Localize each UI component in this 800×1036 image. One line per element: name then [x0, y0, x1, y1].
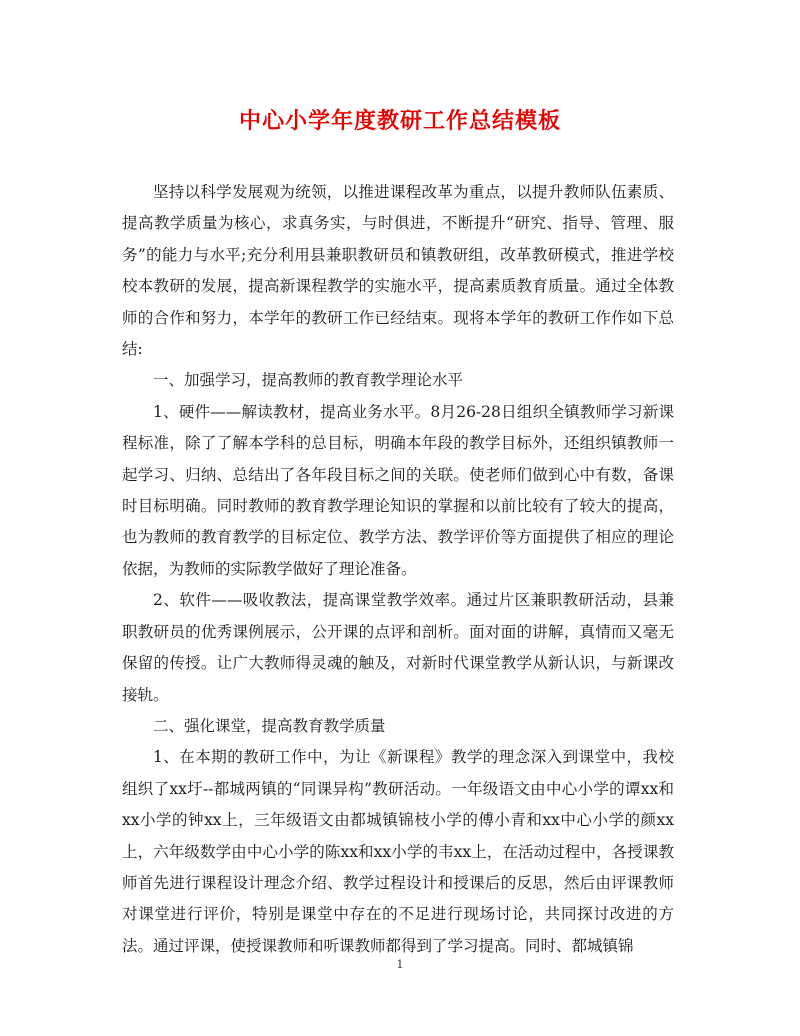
paragraph-classroom: 1、在本期的教研工作中，为让《新课程》教学的理念深入到课堂中，我校组织了xx圩--都城两镇的“同课异构”教研活动。一年级语文由中心小学的谭xx和xx小学的钟xx上，三年级语文由都城镇锦枝小学的傅小青和xx中心小学的颜xx上，六年级数学由中心小学的陈xx和xx小学的韦xx上，在活动过程中，各授课教师首先进行课程设计理念介绍、教学过程设计和授课后的反思，然后由评课教师对课堂进行评价，特别是课堂中存在的不足进行现场讨论，共同探讨改进的方法。通过评课，使授课教师和听课教师都得到了学习提高。同时、都城镇锦 [122, 748, 674, 955]
page-number: 1 [396, 958, 404, 971]
intro-paragraph: 坚持以科学发展观为统领，以推进课程改革为重点，以提升教师队伍素质、提高教学质量为核心，求真务实，与时俱进，不断提升“研究、指导、管理、服务”的能力与水平;充分利用县兼职教研员和镇教研组，改革教研模式，推进学校校本教研的发展，提高新课程教学的实施水平，提高素质教育质量。通过全体教师的合作和努力，本学年的教研工作已经结束。现将本学年的教研工作作如下总结: [122, 183, 674, 359]
paragraph-software: 2、软件——吸收教法，提高课堂教学效率。通过片区兼职教研活动，县兼职教研员的优秀课例展示，公开课的点评和剖析。面对面的讲解，真情而又毫无保留的传授。让广大教师得灵魂的触及，对新时代课堂教学从新认识，与新课改接轨。 [122, 591, 674, 704]
document-title: 中心小学年度教研工作总结模板 [238, 109, 561, 134]
section-heading-1: 一、加强学习，提高教师的教育教学理论水平 [153, 371, 464, 390]
section-heading-2: 二、强化课堂，提高教育教学质量 [153, 716, 386, 735]
document-body [122, 177, 674, 962]
paragraph-hardware: 1、硬件——解读教材，提高业务水平。8月26-28日组织全镇教师学习新课程标准，除了了解本学科的总目标，明确本年段的教学目标外，还组织镇教师一起学习、归纳、总结出了各年段目标之间的关联。使老师们做到心中有数，备课时目标明确。同时教师的教育教学理论知识的掌握和以前比较有了较大的提高，也为教师的教育教学的目标定位、教学方法、教学评价等方面提供了相应的理论依据，为教师的实际教学做好了理论准备。 [122, 402, 674, 578]
